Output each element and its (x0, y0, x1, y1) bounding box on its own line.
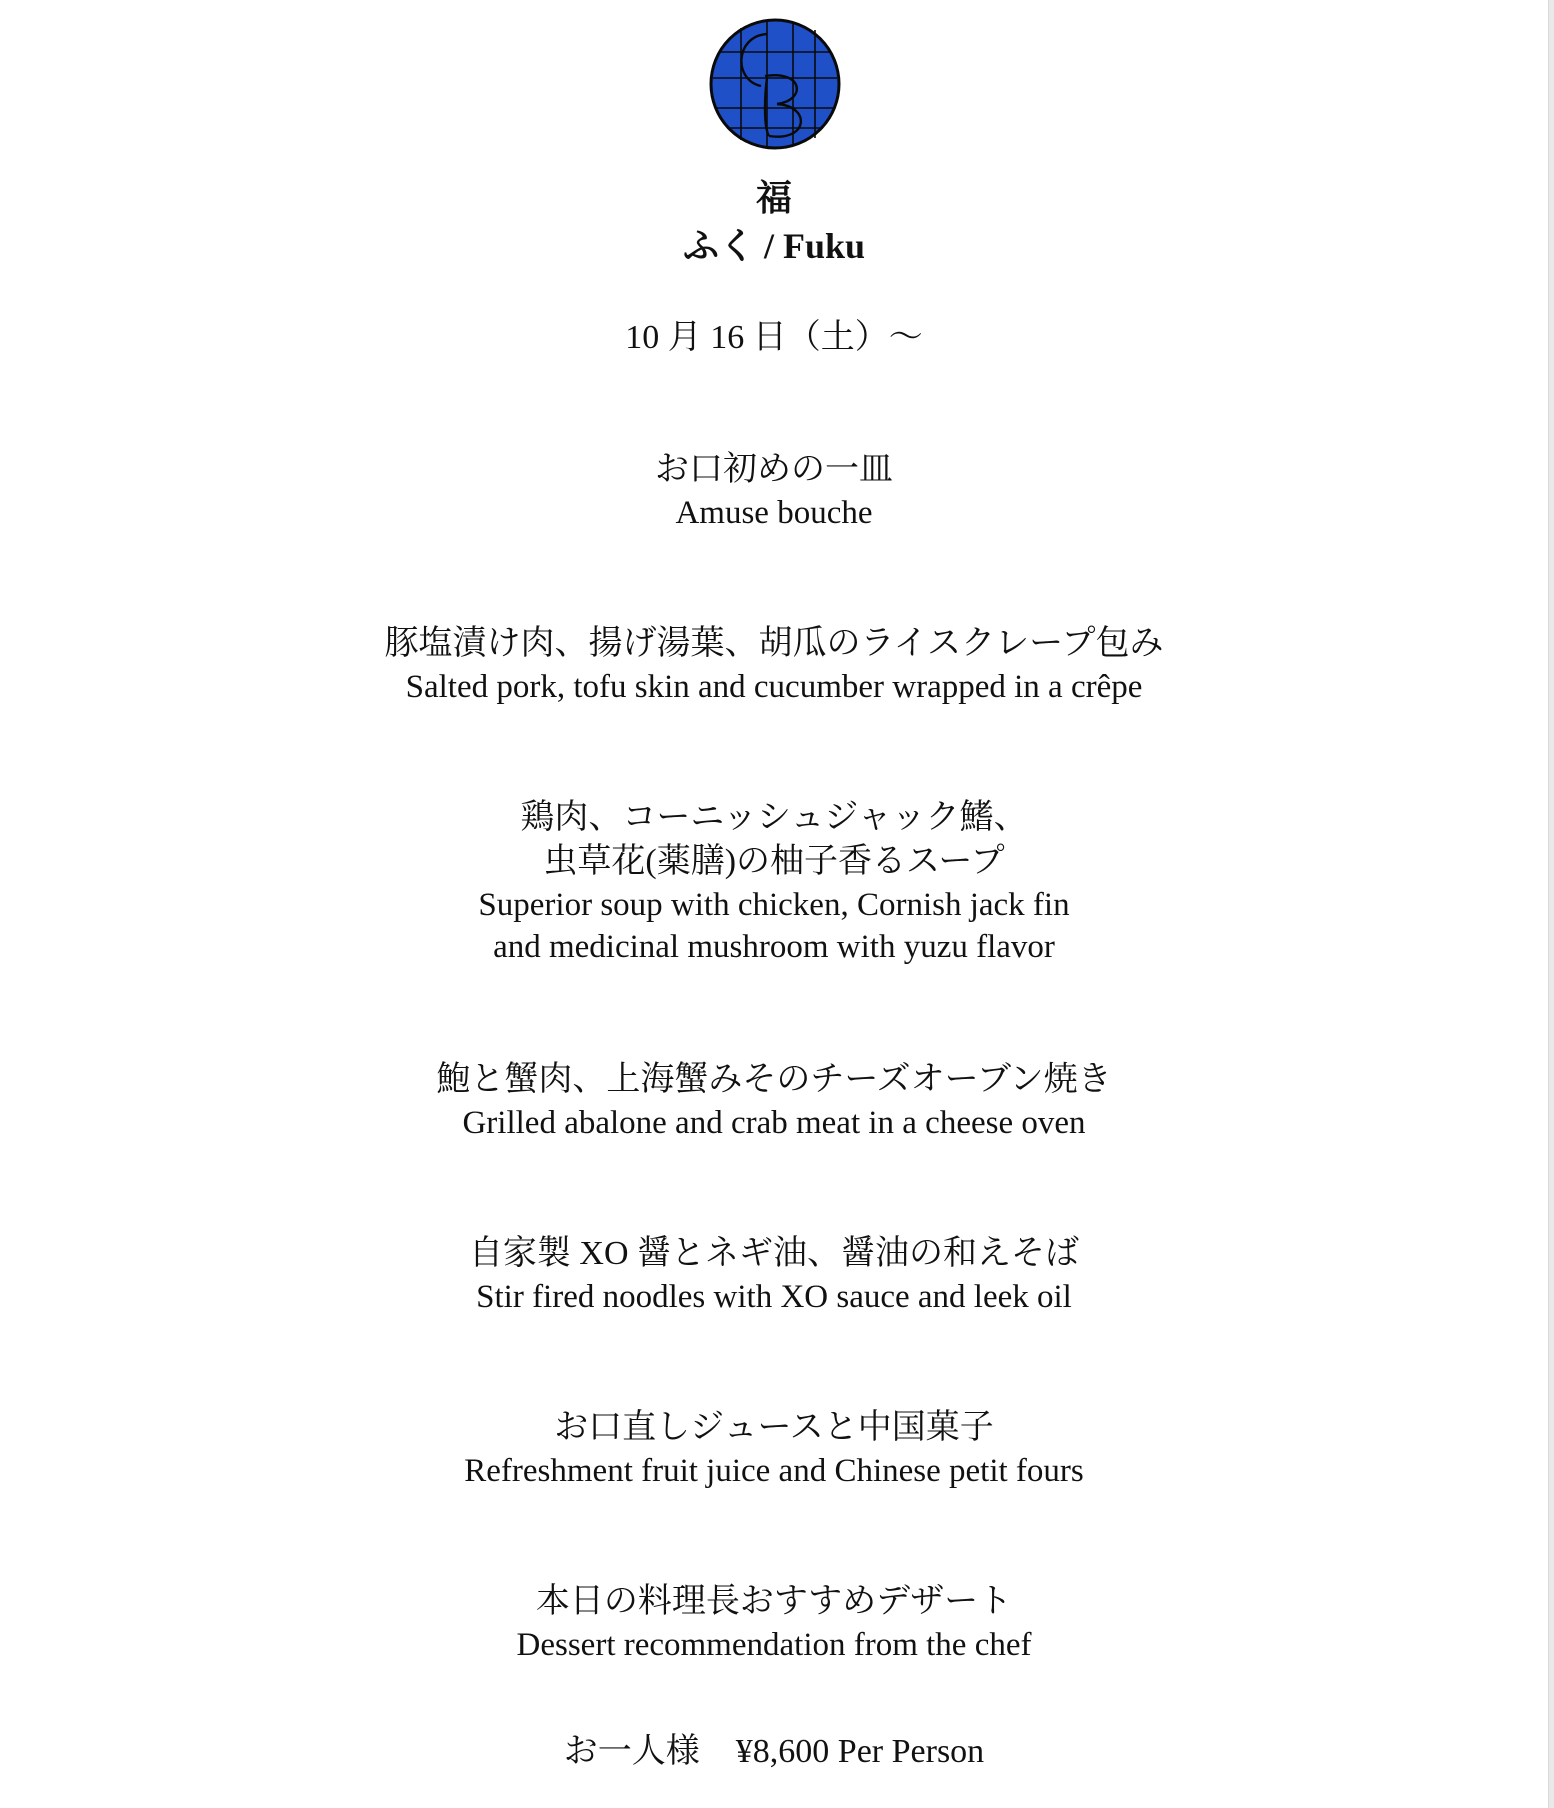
course-name-ja-line-2: 虫草花(薬膳)の柚子香るスープ (543, 843, 1005, 880)
course-name-ja-line-1: 鶏肉、コーニッシュジャック鰭、 (520, 799, 1028, 836)
course-name-en: Stir fired noodles with XO sauce and leek oil (476, 1279, 1072, 1315)
logo-circle (711, 20, 839, 148)
price-value: ¥8,600 Per Person (735, 1733, 985, 1770)
course-name-en: Dessert recommendation from the chef (516, 1627, 1032, 1663)
course-name-ja: 鮑と蟹肉、上海蟹みそのチーズオーブン焼き (436, 1061, 1112, 1098)
course-name-ja: 豚塩漬け肉、揚げ湯葉、胡瓜のライスクレープ包み (384, 625, 1164, 662)
course-name-ja: 本日の料理長おすすめデザート (535, 1583, 1013, 1620)
page-subtitle: ふく / Fuku (682, 226, 866, 266)
course-name-en: Refreshment fruit juice and Chinese petit fours (464, 1453, 1084, 1489)
course-amuse (0, 448, 1548, 534)
course-name-en-line-1: Superior soup with chicken, Cornish jack fin (478, 887, 1070, 923)
price-label-ja: お一人様 (563, 1733, 700, 1770)
course-name-en-line-2: and medicinal mushroom with yuzu flavor (493, 929, 1055, 965)
course-dessert (0, 1580, 1548, 1666)
course-soup (0, 796, 1548, 968)
course-pork-crepe (0, 622, 1548, 708)
page-edge (1548, 0, 1554, 1808)
course-abalone (0, 1058, 1548, 1144)
course-name-ja: 自家製 XO 醤とネギ油、醤油の和えそば (468, 1235, 1080, 1272)
course-name-en: Grilled abalone and crab meat in a cheese oven (462, 1105, 1086, 1141)
course-name-en: Amuse bouche (675, 495, 873, 531)
course-noodles (0, 1232, 1548, 1318)
course-name-en: Salted pork, tofu skin and cucumber wrapped in a crêpe (405, 669, 1143, 705)
restaurant-logo-icon (707, 16, 843, 152)
menu-date: 10 月 16 日（土）～ (625, 319, 923, 356)
course-refreshment (0, 1406, 1548, 1492)
course-name-ja: お口初めの一皿 (655, 451, 893, 488)
page-title: 福 (755, 178, 792, 218)
course-name-ja: お口直しジュースと中国菓子 (554, 1409, 994, 1446)
price-line (0, 1730, 1548, 1774)
